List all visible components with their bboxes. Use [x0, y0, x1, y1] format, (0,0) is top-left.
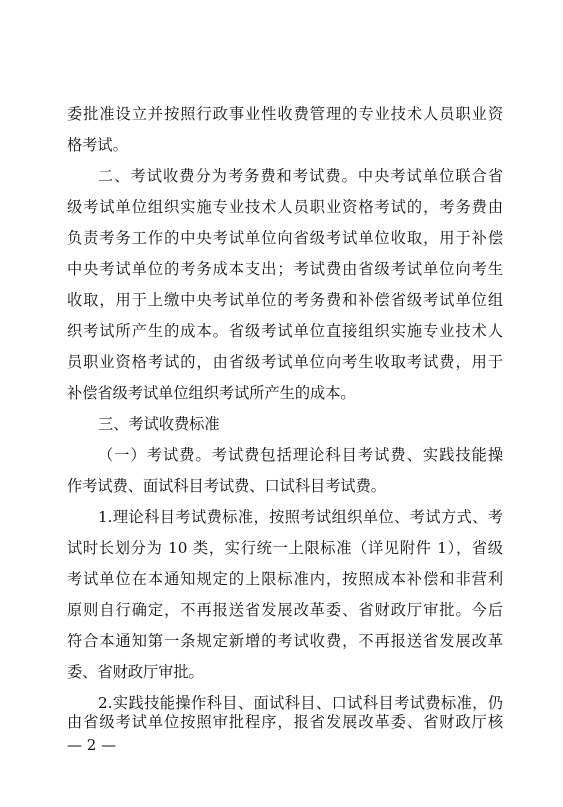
paragraph-line: 委批准设立并按照行政事业性收费管理的专业技术人员职业资: [67, 105, 503, 123]
subsection-line: （一）考试费。考试费包括理论科目考试费、实践技能操: [98, 446, 503, 464]
paragraph-line: 收取，用于上缴中央考试单位的考务费和补偿省级考试单位组: [67, 291, 503, 309]
paragraph-line: 级考试单位组织实施专业技术人员职业资格考试的，考务费由: [67, 198, 503, 216]
section-heading: 三、考试收费标准: [98, 415, 220, 433]
paragraph-line: 格考试。: [67, 136, 128, 154]
paragraph-line: 委、省财政厅审批。: [67, 663, 204, 681]
paragraph-line: 由省级考试单位按照审批程序，报省发展改革委、省财政厅核: [67, 713, 503, 731]
list-item-line: 2.实践技能操作科目、面试科目、口试科目考试费标准，仍: [98, 694, 503, 712]
page-number: — 2 —: [67, 736, 117, 754]
paragraph-line: 作考试费、面试科目考试费、口试科目考试费。: [67, 477, 386, 495]
paragraph-line: 符合本通知第一条规定新增的考试收费，不再报送省发展改革: [67, 632, 503, 650]
paragraph-line: 员职业资格考试的，由省级考试单位向考生收取考试费，用于: [67, 353, 503, 371]
paragraph-line: 织考试所产生的成本。省级考试单位直接组织实施专业技术人: [67, 322, 503, 340]
paragraph-line: 原则自行确定，不再报送省发展改革委、省财政厅审批。今后: [67, 601, 503, 619]
paragraph-line: 考试单位在本通知规定的上限标准内，按照成本补偿和非营利: [67, 570, 503, 588]
list-item-line: 1.理论科目考试费标准，按照考试组织单位、考试方式、考: [98, 508, 503, 526]
section-heading-line: 二、考试收费分为考务费和考试费。中央考试单位联合省: [98, 167, 503, 185]
paragraph-line: 中央考试单位的考务成本支出；考试费由省级考试单位向考生: [67, 260, 503, 278]
paragraph-line: 补偿省级考试单位组织考试所产生的成本。: [67, 384, 356, 402]
paragraph-line: 试时长划分为 10 类，实行统一上限标准（详见附件 1），省级: [67, 539, 503, 557]
paragraph-line: 负责考务工作的中央考试单位向省级考试单位收取，用于补偿: [67, 229, 503, 247]
